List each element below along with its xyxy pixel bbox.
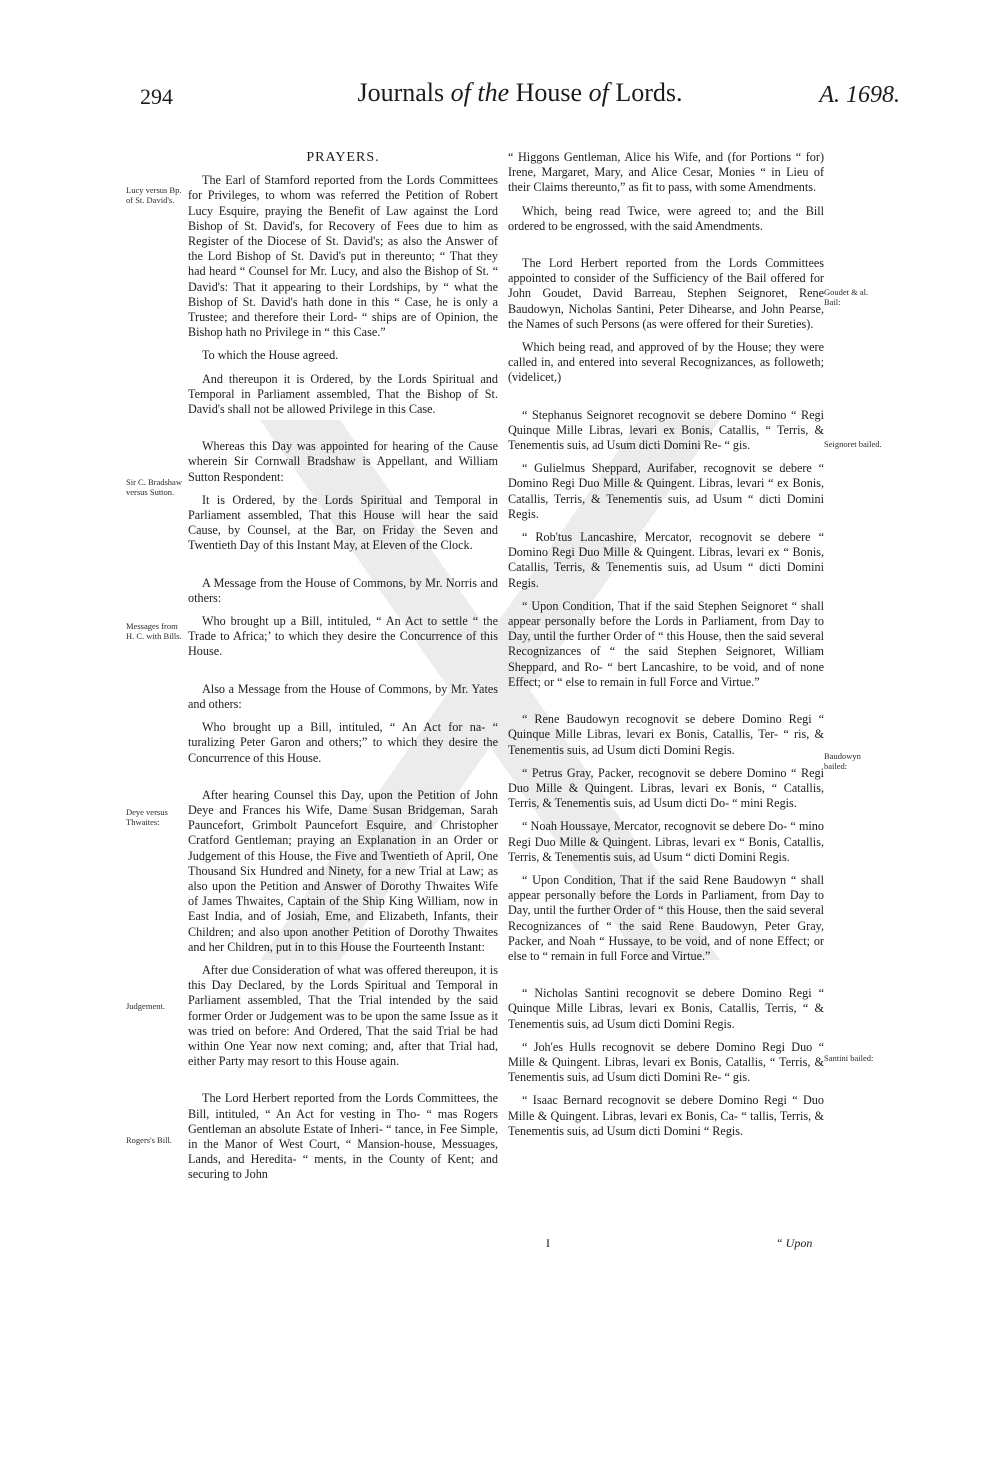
margin-note-deye: Deye versus Thwaites: [126,807,168,827]
paragraph: Which, being read Twice, were agreed to; and the Bill ordered to be engrossed, with the said Amendments. [508,203,824,233]
margin-note-seignoret: Seignoret bailed. [824,439,882,449]
recognizance: “ Isaac Bernard recognovit se debere Domino Regi “ Duo Mille & Quingent. Libras, levari ex Bonis, Ca- “ tallis, Terris, & Tenementis suis, ad Usum dicti Domini “ Regis. [508,1093,824,1138]
recognizance: “ Petrus Gray, Packer, recognovit se debere Domino “ Regi Duo Mille & Quingent. Libras, levari ex Bonis, “ Catallis, Terris, & Tenementis suis, ad Usum dicti Do- “ mini Regis. [508,765,824,811]
paragraph: A Message from the House of Commons, by Mr. Norris and others: [188,575,498,605]
title-word: of [450,78,471,107]
recognizance: “ Rene Baudowyn recognovit se debere Domino Regi “ Quinque Mille Libras, levari ex Bonis, Catallis, Ter- “ ris, & Tenementis suis, ad Usum dicti Domini Regis. [508,712,824,757]
margin-note-santini: Santini bailed: [824,1053,874,1063]
margin-note-baudowyn: Baudowyn bailed: [824,751,861,771]
page-header [140,78,900,118]
paragraph: Whereas this Day was appointed for hearing of the Cause wherein Sir Cornwall Bradshaw is Appellant, and William Sutton Respondent: [188,439,498,484]
condition: “ Upon Condition, That if the said Stephen Seignoret “ shall appear personally before the Lords in Parliament, from Day to Day, until the further Order of “ this House, then the said several Recognizances of “ the said Stephen Seignoret, William Sheppard, and Ro- “ bert Lancashire, to be void, and of none Effect; or “ else to remain in full Force and Virtue.” [508,598,824,689]
margin-note-goudet: Goudet & al. Bail: [824,287,869,307]
title-word: House [515,78,583,107]
title-word: of [588,78,609,107]
right-column [508,150,824,1147]
paragraph: After hearing Counsel this Day, upon the Petition of John Deye and Frances his Wife, Dame Susan Bridgeman, Sarah Pauncefort, Grimbolt Pauncefort Esquire, and Christopher Cratford Gentleman; praying an Explanation in an Order or Judgement of this House, the Five and Twentieth of April, One Thousand Six Hundred and Ninety, for a new Trial at Law; as also upon the Petition and Answer of Dorothy Thwaites Wife of James Thwaites, Captain of the Ship King William, now in East India, and of Josiah, Eme, and Elizabeth, Infants, their Children; and also upon another Petition of Dorothy Thwaites and her Children, put in to this House the Fourteenth Instant: [188,787,498,954]
signature-mark: I [546,1236,550,1250]
title-word: the [477,78,510,107]
catchword: “ Upon [776,1236,813,1250]
title-word: Journals [357,78,445,107]
paragraph: And thereupon it is Ordered, by the Lords Spiritual and Temporal in Parliament assembled, That the Bishop of St. David's shall not be allowed Privilege in this Case. [188,371,498,417]
condition: “ Upon Condition, That if the said Rene Baudowyn “ shall appear personally before the Lords in Parliament, from Day to Day, until the further Order of “ this House, then the said several Recognizances of “ the said Rene Baudowyn, Peter Gray, Packer, and Noah “ Hussaye, to be void, and of none Effect; or else to “ remain in full Force and Virtue.” [508,872,824,963]
paragraph: It is Ordered, by the Lords Spiritual and Temporal in Parliament assembled, That this House will hear the said Cause, by Counsel, at the Bar, on Friday the Seven and Twentieth Day of this Instant May, at Eleven of the Clock. [188,492,498,553]
margin-note-rogers: Rogers's Bill. [126,1135,172,1145]
page-title [140,78,900,108]
page-year: A. 1698. [819,82,900,108]
paragraph: “ Higgons Gentleman, Alice his Wife, and (for Portions “ for) Irene, Margaret, Mary, and Alice Cesar, Monies “ in Lieu of their Claims thereunto,” as fit to pass, with some Amendments. [508,150,824,195]
recognizance: “ Rob'tus Lancashire, Mercator, recognovit se debere “ Domino Regi Duo Mille & Quingent. Libras, levari ex “ Bonis, Catallis, Terris, & Tenementis suis, ad Usum “ dicti Domini Regis. [508,530,824,590]
paragraph: The Lord Herbert reported from the Lords Committees, the Bill, intituled, “ An Act for vesting in Tho- “ mas Rogers Gentleman an absolute Estate of Inheri- “ tance, in Fee Simple, in the Manor of West Court, “ Mansion-house, Messuages, Lands, and Heredita- “ ments, in the County of Kent; and securing to John [188,1091,498,1182]
title-word: Lords. [615,78,683,107]
margin-note-judgement: Judgement. [126,1001,165,1011]
margin-note-messages: Messages from H. C. with Bills. [126,621,182,641]
paragraph: Also a Message from the House of Commons, by Mr. Yates and others: [188,681,498,711]
recognizance: “ Stephanus Seignoret recognovit se debere Domino “ Regi Quinque Mille Libras, levari ex Bonis, Catallis, “ Terris, & Tenementis suis, ad Usum dicti Domini Re- “ gis. [508,407,824,453]
page-number: 294 [140,84,173,109]
paragraph: The Lord Herbert reported from the Lords Committees appointed to consider of the Sufficiency of the Bail offered for John Goudet, David Barreau, Stephen Seignoret, Rene Baudowyn, Nicholas Santini, Peter Dihearse, and John Pearse, the Names of such Persons (as were offered for their Sureties). [508,256,824,331]
recognizance: “ Joh'es Hulls recognovit se debere Domino Regi Duo “ Mille & Quingent. Libras, levari ex Bonis, Catallis, “ Terris, & Tenementis suis, ad Usum dicti Domini Re- “ gis. [508,1039,824,1085]
left-column [188,150,498,1191]
margin-note-lucy: Lucy versus Bp. of St. David's. [126,185,182,205]
margin-note-bradshaw: Sir C. Bradshaw versus Sutton. [126,477,182,497]
recognizance: “ Nicholas Santini recognovit se debere Domino Regi “ Quinque Mille Libras, levari ex Bonis, Catallis, Terris, “ & Tenementis suis, ad Usum dicti Domini Regis. [508,986,824,1031]
paragraph: The Earl of Stamford reported from the Lords Committees for Privileges, to whom was referred the Petition of Robert Lucy Esquire, praying the Benefit of Law against the Lord Bishop of St. David's, for Recovery of Fees due to him as Register of the Diocese of St. David's; as also the Answer of the Lord Bishop of St. David's put in thereunto; “ That they had heard “ Counsel for Mr. Lucy, and also the Bishop of St. “ David's: That it appearing to their Lordships, by “ what the Bishop of St. David's hath done in this “ Case, he is only a Trustee; and therefore their Lord- “ ships are of Opinion, the Bishop hath no Privilege in “ this Case.” [188,173,498,340]
paragraph: Who brought up a Bill, intituled, “ An Act for na- “ turalizing Peter Garon and others;” to which they desire the Concurrence of this House. [188,720,498,765]
paragraph: Who brought up a Bill, intituled, “ An Act to settle “ the Trade to Africa;’ to which they desire the Concurrence of this House. [188,614,498,659]
paragraph: After due Consideration of what was offered thereupon, it is this Day Declared, by the Lords Spiritual and Temporal in Parliament assembled, That the Trial intended by the said former Order or Judgement was to be upon the same Issue as it was tried on before: And Ordered, That the said Trial be had within One Year now next coming; and, after that Trial had, either Party may resort to this House again. [188,962,498,1069]
recognizance: “ Noah Houssaye, Mercator, recognovit se debere Do- “ mino Regi Duo Mille & Quingent. Libras, levari ex “ Bonis, Catallis, Terris, & Tenementis suis, ad Usum “ dicti Domini Regis. [508,819,824,864]
paragraph: To which the House agreed. [202,348,339,363]
paragraph: Which being read, and approved of by the House; they were called in, and entered into several Recognizances, as followeth; (videlicet,) [508,340,824,385]
section-heading: PRAYERS. [306,150,380,165]
recognizance: “ Gulielmus Sheppard, Aurifaber, recognovit se debere “ Domino Regi Duo Mille & Quingent. Libras, levari “ ex Bonis, Catallis, Terris, & Tenementis suis, ad Usum “ dicti Domini Regis. [508,461,824,521]
